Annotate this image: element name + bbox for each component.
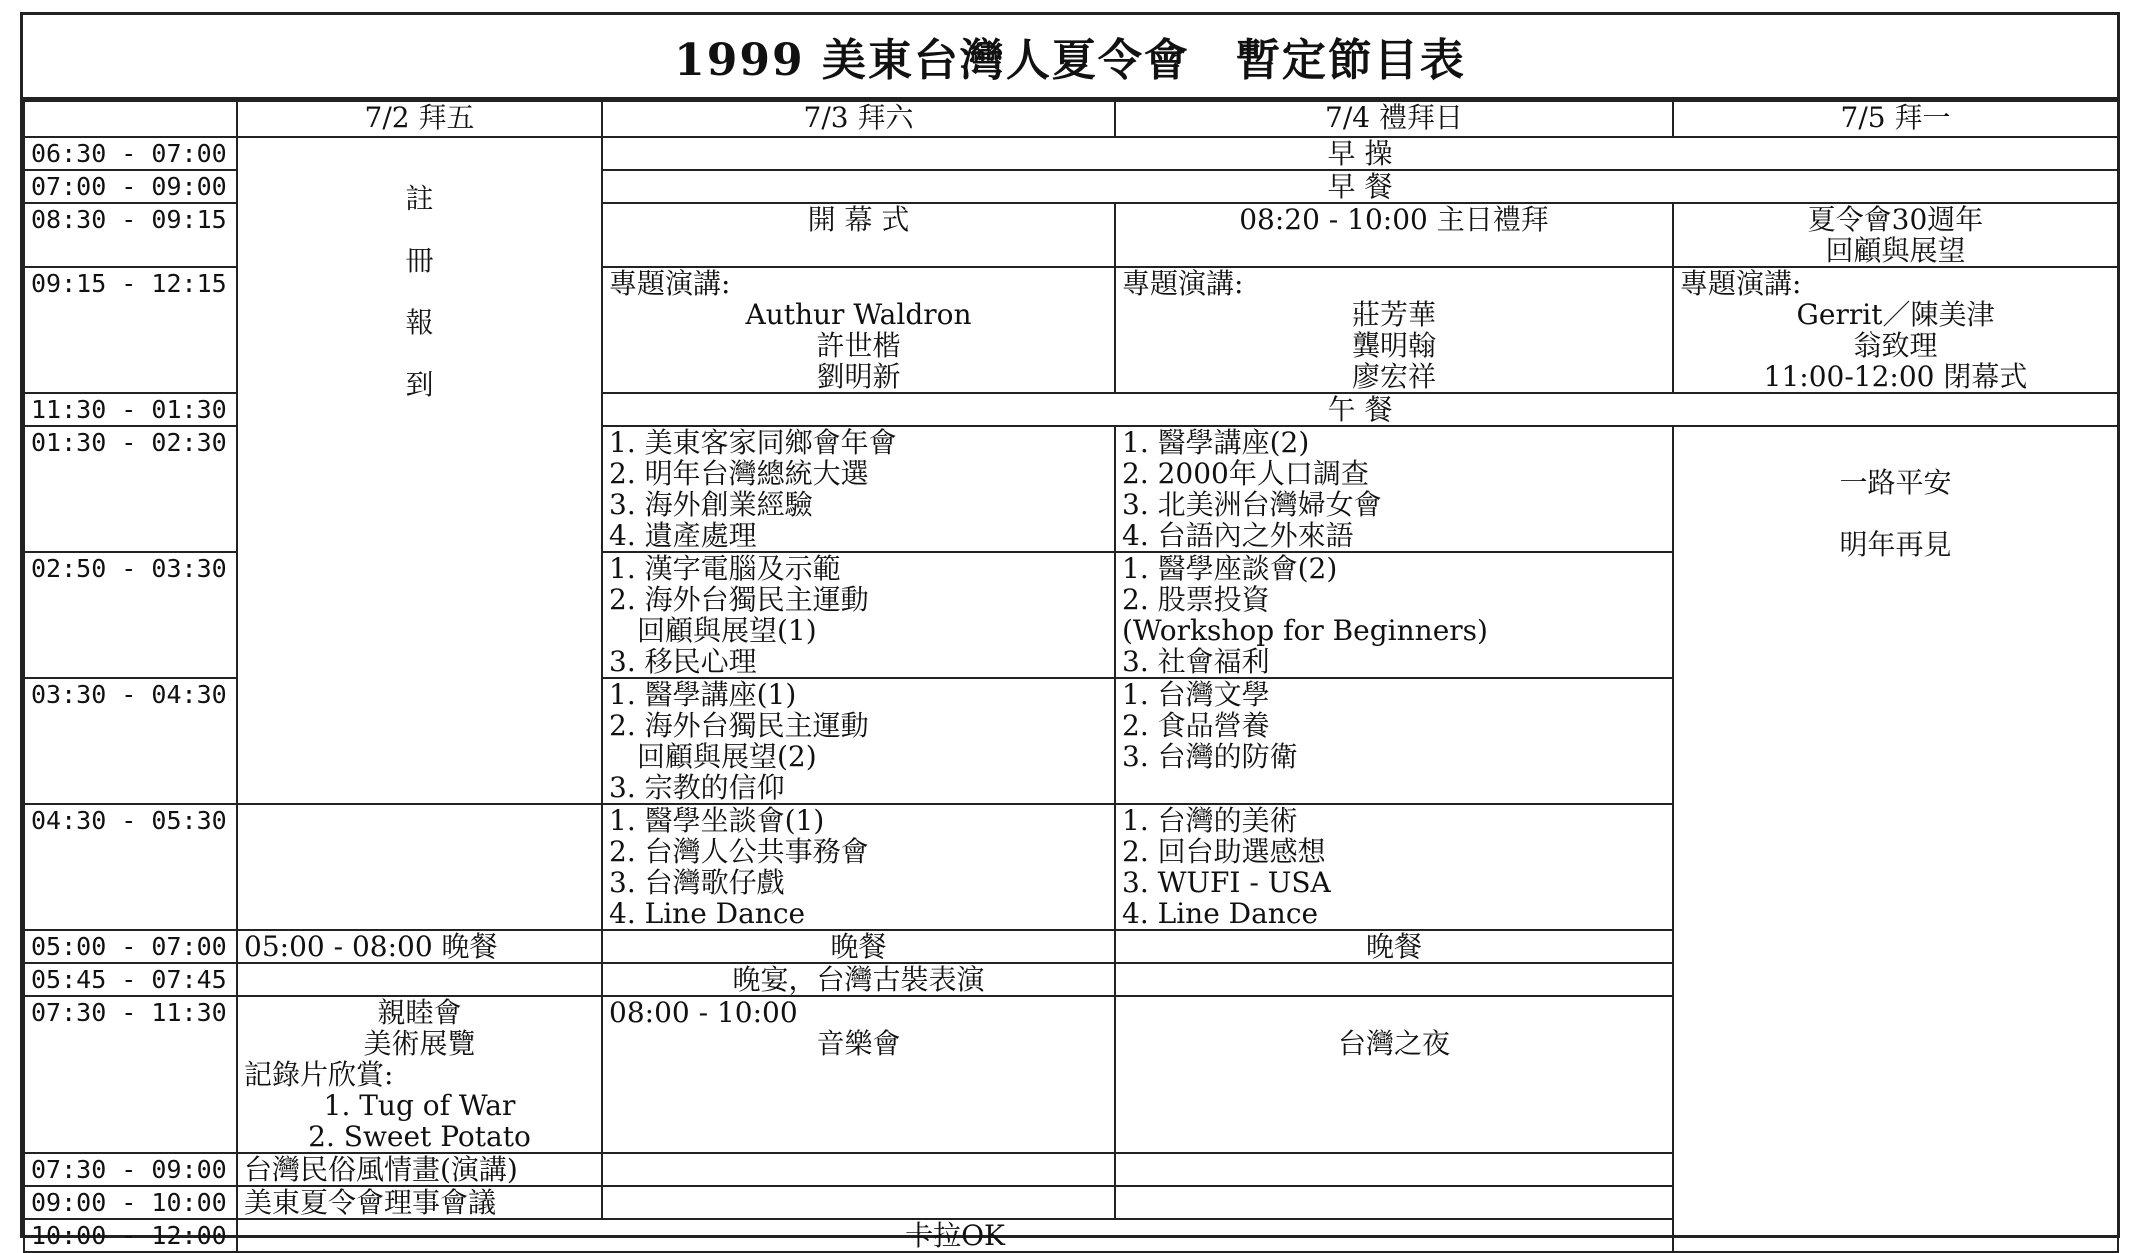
speaker: 龔明翰 [1351,329,1436,362]
closing-ceremony: 11:00-12:00 閉幕式 [1763,360,2028,393]
schedule-table [23,100,2119,1253]
folk-talk: 台灣民俗風情畫(演講) [237,1153,602,1186]
time-cell: 01:30 - 02:30 [24,426,237,552]
time-cell: 11:30 - 01:30 [24,393,237,426]
session-item: 1. 醫學講座(1) [609,678,797,711]
sunday-worship: 08:20 - 10:00 主日禮拜 [1115,203,1673,267]
concert-time: 08:00 - 10:00 [609,996,798,1029]
session-item: 1. 醫學坐談會(1) [609,804,825,837]
anniversary-cell [1673,203,2118,267]
registration-char: 冊 [405,244,434,277]
mon-keynote [1673,267,2118,393]
sun-session-430 [1115,804,1673,930]
concert-label: 音樂會 [816,1027,901,1060]
concert [602,996,1115,1153]
sun-session-130 [1115,426,1673,552]
header-sat: 7/3 拜六 [602,101,1115,137]
header-fri: 7/2 拜五 [237,101,602,137]
session-item: 2. 回台助選感想 [1122,835,1326,868]
banquet: 晚宴，台灣古裝表演 [602,963,1115,996]
session-item: (Workshop for Beginners) [1122,614,1488,647]
keynote-label: 專題演講: [1122,267,1244,300]
fri-evening [237,996,602,1153]
lunch: 午 餐 [602,393,2118,426]
registration-char: 報 [405,306,434,339]
farewell-cell [1673,426,2118,1252]
sat-session-430 [602,804,1115,930]
time-cell: 07:30 - 09:00 [24,1153,237,1186]
fri-empty-cell [237,804,602,930]
sat-empty-cell [602,1153,1115,1186]
speaker: 廖宏祥 [1351,360,1436,393]
farewell-line: 明年再見 [1839,528,1952,561]
time-cell: 05:45 - 07:45 [24,963,237,996]
session-item: 4. 台語內之外來語 [1122,519,1354,552]
session-item: 1. 醫學講座(2) [1122,426,1310,459]
time-cell: 05:00 - 07:00 [24,930,237,963]
sun-empty-cell [1115,1153,1673,1186]
session-item: 1. 美東客家同鄉會年會 [609,426,897,459]
speaker: 翁致理 [1853,329,1938,362]
farewell-line: 一路平安 [1839,466,1952,499]
header-mon: 7/5 拜一 [1673,101,2118,137]
session-item: 回顧與展望(2) [609,740,817,773]
registration-char: 註 [405,182,434,215]
session-item: 3. 台灣的防衛 [1122,740,1298,773]
speaker: Authur Waldron [745,298,972,331]
sun-session-330 [1115,678,1673,804]
evening-item: 美術展覽 [363,1027,476,1060]
schedule-sheet [20,12,2120,1252]
session-item: 2. 股票投資 [1122,583,1270,616]
morning-exercise: 早 操 [602,137,2118,170]
anniversary-line: 夏令會30週年 [1807,203,1984,236]
header-sun: 7/4 禮拜日 [1115,101,1673,137]
film-item: 1. Tug of War [323,1089,516,1122]
sun-session-250 [1115,552,1673,678]
sat-session-330 [602,678,1115,804]
speaker: Gerrit／陳美津 [1796,298,1995,331]
sun-keynote [1115,267,1673,393]
time-cell: 02:50 - 03:30 [24,552,237,678]
session-item: 3. 移民心理 [609,645,757,678]
karaoke: 卡拉OK [237,1219,1673,1252]
session-item: 2. 食品營養 [1122,709,1270,742]
session-item: 3. 宗教的信仰 [609,771,785,804]
session-item: 2. 海外台獨民主運動 [609,583,869,616]
film-item: 2. Sweet Potato [308,1120,531,1153]
session-item: 2. 明年台灣總統大選 [609,457,869,490]
session-item: 3. 台灣歌仔戲 [609,866,785,899]
session-item: 2. 2000年人口調查 [1122,457,1369,490]
sat-session-130 [602,426,1115,552]
table-row [24,137,2118,170]
speaker: 莊芳華 [1351,298,1436,331]
sat-dinner: 晚餐 [602,930,1115,963]
taiwan-night: 台灣之夜 [1115,996,1673,1153]
time-cell: 06:30 - 07:00 [24,137,237,170]
sat-keynote [602,267,1115,393]
session-item: 3. 海外創業經驗 [609,488,813,521]
sat-session-250 [602,552,1115,678]
opening-ceremony: 開 幕 式 [602,203,1115,267]
time-cell: 07:00 - 09:00 [24,170,237,203]
session-item: 1. 漢字電腦及示範 [609,552,841,585]
time-cell: 08:30 - 09:15 [24,203,237,267]
time-cell: 09:00 - 10:00 [24,1186,237,1219]
keynote-label: 專題演講: [1680,267,1802,300]
keynote-label: 專題演講: [609,267,731,300]
page-title: 1999 美東台灣人夏令會 暫定節目表 [23,15,2117,100]
speaker: 許世楷 [816,329,901,362]
session-item: 4. Line Dance [1122,897,1319,930]
registration-cell [237,137,602,804]
time-cell: 09:15 - 12:15 [24,267,237,393]
speaker: 劉明新 [816,360,901,393]
session-item: 4. Line Dance [609,897,806,930]
session-item: 4. 遺產處理 [609,519,757,552]
anniversary-line: 回顧與展望 [1825,234,1966,267]
sun-empty-cell [1115,1186,1673,1219]
session-item: 1. 醫學座談會(2) [1122,552,1338,585]
session-item: 1. 台灣文學 [1122,678,1270,711]
breakfast: 早 餐 [602,170,2118,203]
registration-char: 到 [405,368,434,401]
evening-item: 親睦會 [377,996,462,1029]
session-item: 1. 台灣的美術 [1122,804,1298,837]
sat-empty-cell [602,1186,1115,1219]
sun-empty-cell [1115,963,1673,996]
sun-dinner: 晚餐 [1115,930,1673,963]
session-item: 3. 社會福利 [1122,645,1270,678]
fri-empty-cell [237,963,602,996]
corner-cell [24,101,237,137]
header-row [24,101,2118,137]
time-cell: 04:30 - 05:30 [24,804,237,930]
time-cell: 10:00 - 12:00 [24,1219,237,1252]
time-cell: 07:30 - 11:30 [24,996,237,1153]
session-item: 回顧與展望(1) [609,614,817,647]
session-item: 3. 北美洲台灣婦女會 [1122,488,1382,521]
evening-item: 記錄片欣賞: [244,1058,394,1091]
session-item: 3. WUFI - USA [1122,866,1331,899]
board-meeting: 美東夏令會理事會議 [237,1186,602,1219]
fri-dinner: 05:00 - 08:00 晚餐 [237,930,602,963]
session-item: 2. 海外台獨民主運動 [609,709,869,742]
time-cell: 03:30 - 04:30 [24,678,237,804]
session-item: 2. 台灣人公共事務會 [609,835,869,868]
